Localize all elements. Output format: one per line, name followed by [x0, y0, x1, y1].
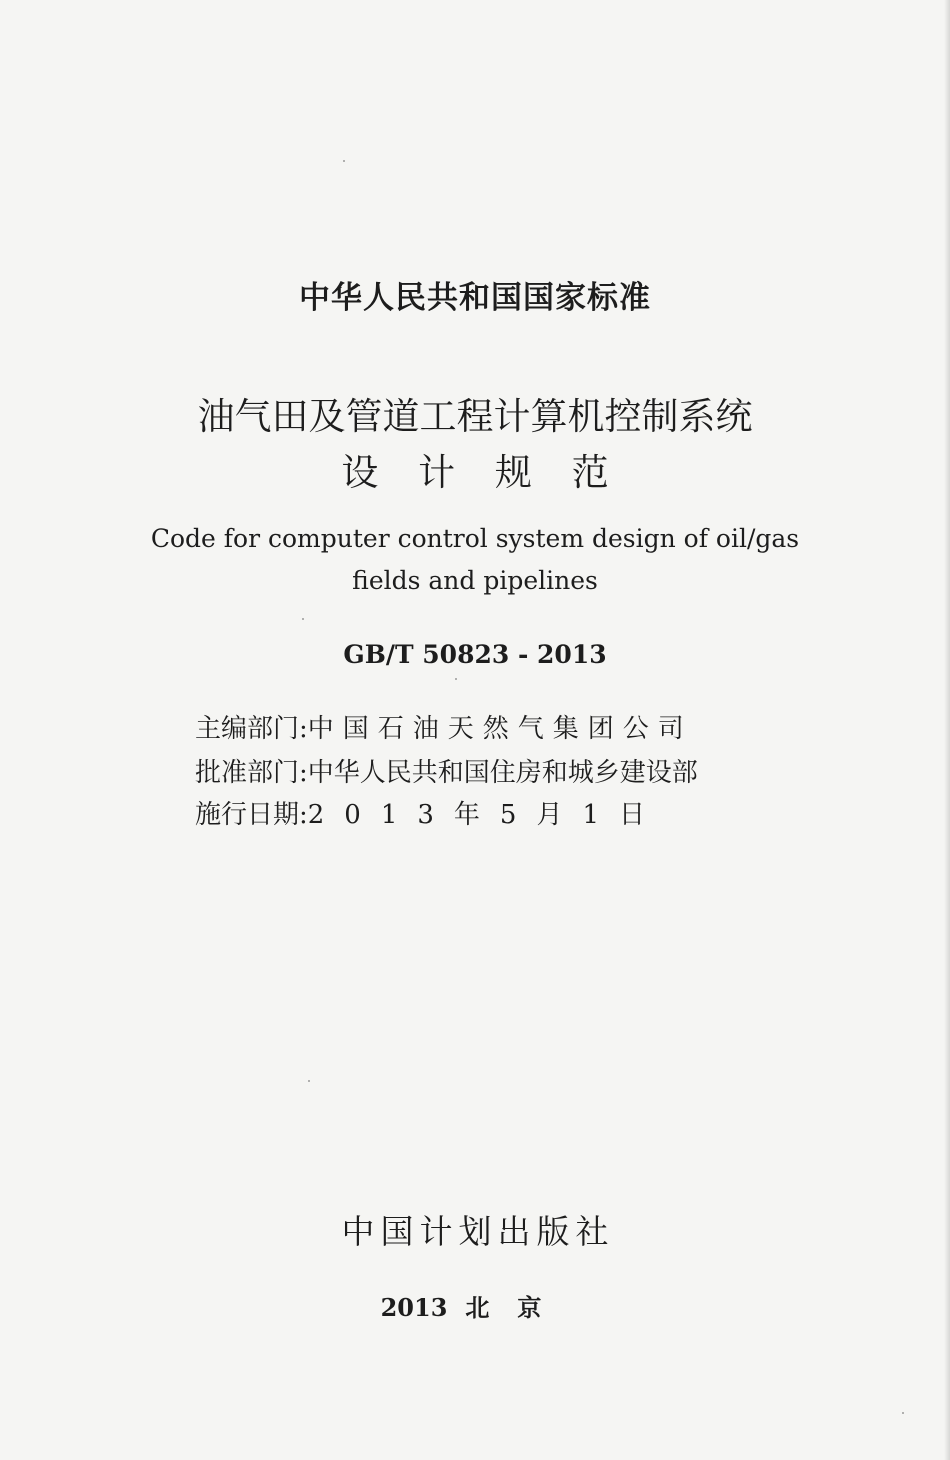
title-english-line-2: fields and pipelines: [352, 566, 598, 595]
approver-department-value: 中华人民共和国住房和城乡建设部: [307, 758, 698, 788]
scan-speck: [308, 1080, 310, 1082]
effective-date-label: 施行日期:: [195, 800, 308, 830]
editor-department-label: 主编部门:: [195, 714, 308, 744]
scan-speck: [902, 1412, 904, 1414]
standard-number: GB/T 50823 - 2013: [343, 640, 607, 669]
publication-city: 北京: [465, 1293, 570, 1322]
title-chinese-line-2: 设 计 规 范: [341, 451, 623, 494]
publication-place: [0, 1288, 950, 1323]
standard-class: 中华人民共和国国家标准: [299, 280, 651, 316]
scan-speck: [343, 160, 345, 162]
approver-department-label: 批准部门:: [195, 758, 308, 788]
title-chinese-line-1: 油气田及管道工程计算机控制系统: [197, 395, 753, 438]
editor-department-value: 中国石油天然气集团公司: [307, 714, 693, 744]
publisher: 中国计划出版社: [341, 1212, 615, 1251]
approver-department-row: [195, 752, 755, 789]
title-english-line-1: Code for computer control system design of oil/gas: [150, 524, 800, 553]
effective-date-row: [195, 794, 755, 831]
publication-year: 2013: [380, 1293, 448, 1322]
effective-date-value: 2013年5月1日: [307, 800, 666, 830]
scan-speck: [302, 618, 304, 620]
editor-department-row: [195, 708, 755, 745]
scan-speck: [455, 678, 457, 680]
